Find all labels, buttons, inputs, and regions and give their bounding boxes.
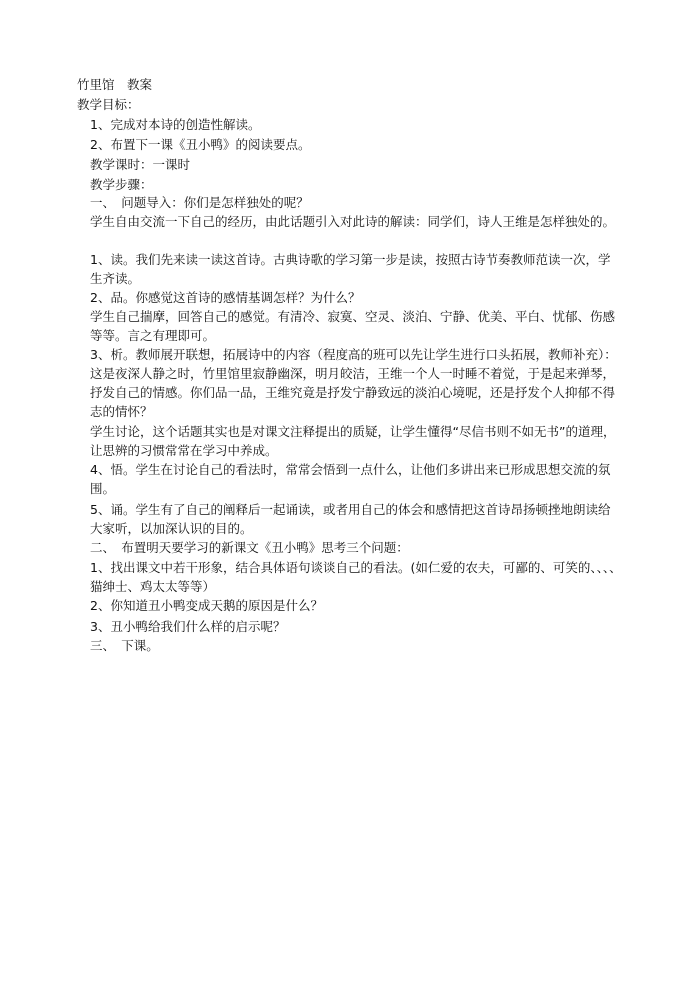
goal-item: 2、布置下一课《丑小鸭》的阅读要点。 — [90, 137, 311, 152]
doc-title: 竹里馆 教案 — [77, 77, 153, 92]
goal-item: 1、完成对本诗的创造性解读。 — [90, 117, 261, 132]
paragraph-line: 志的情怀？ — [90, 404, 153, 419]
paragraph-line: 3、丑小鸭给我们什么样的启示呢？ — [90, 619, 286, 634]
paragraph-line: 学生自由交流一下自己的经历，由此话题引入对此诗的解读：同学们，诗人王维是怎样独处的。 — [90, 214, 616, 229]
section-heading: 三、 下课。 — [90, 638, 159, 653]
paragraph-line: 围。 — [90, 481, 116, 496]
paragraph-line: 1、找出课文中若干形象，结合具体语句谈谈自己的看法。(如仁爱的农夫，可鄙的、可笑的、、、、 — [90, 560, 622, 575]
paragraph-line: 抒发自己的情感。你们品一品，王维究竟是抒发宁静致远的淡泊心境呢，还是抒发个人抑郁不得 — [90, 385, 616, 400]
paragraph-line: 大家听，以加深认识的目的。 — [90, 521, 253, 536]
paragraph-line: 1、读。我们先来读一读这首诗。古典诗歌的学习第一步是读，按照古诗节奏教师范读一次，学 — [90, 252, 611, 267]
class-hours: 教学课时：一课时 — [90, 157, 191, 172]
section-heading: 一、 问题导入：你们是怎样独处的呢？ — [90, 195, 309, 210]
goals-heading: 教学目标： — [77, 97, 140, 112]
paragraph-line: 4、悟。学生在讨论自己的看法时，常常会悟到一点什么，让他们多讲出来已形成思想交流的氛 — [90, 462, 611, 477]
paragraph-line: 猫绅士、鸡太太等等） — [90, 579, 216, 594]
paragraph-line: 让思辨的习惯常常在学习中养成。 — [90, 443, 278, 458]
paragraph-line: 2、品。你感觉这首诗的感情基调怎样？为什么？ — [90, 290, 361, 305]
steps-heading: 教学步骤： — [90, 177, 153, 192]
paragraph-line: 3、析。教师展开联想，拓展诗中的内容（程度高的班可以先让学生进行口头拓展，教师补充）： — [90, 347, 617, 362]
paragraph-line: 生齐读。 — [90, 271, 141, 286]
paragraph-line: 学生自己揣摩，回答自己的感觉。有清冷、寂寞、空灵、淡泊、宁静、优美、平白、忧郁、伤感 — [90, 309, 616, 324]
paragraph-line: 等等。言之有理即可。 — [90, 328, 216, 343]
paragraph-line: 5、诵。学生有了自己的阐释后一起诵读，或者用自己的体会和感情把这首诗昂扬顿挫地朗读给 — [90, 502, 611, 517]
paragraph-line: 2、你知道丑小鸭变成天鹅的原因是什么？ — [90, 598, 323, 613]
paragraph-line: 学生讨论，这个话题其实也是对课文注释提出的质疑，让学生懂得“尽信书则不如无书”的道理， — [90, 424, 616, 439]
section-heading: 二、 布置明天要学习的新课文《丑小鸭》思考三个问题： — [90, 540, 409, 555]
paragraph-line: 这是夜深人静之时，竹里馆里寂静幽深，明月皎洁，王维一个人一时睡不着觉，于是起来弹琴， — [90, 366, 616, 381]
